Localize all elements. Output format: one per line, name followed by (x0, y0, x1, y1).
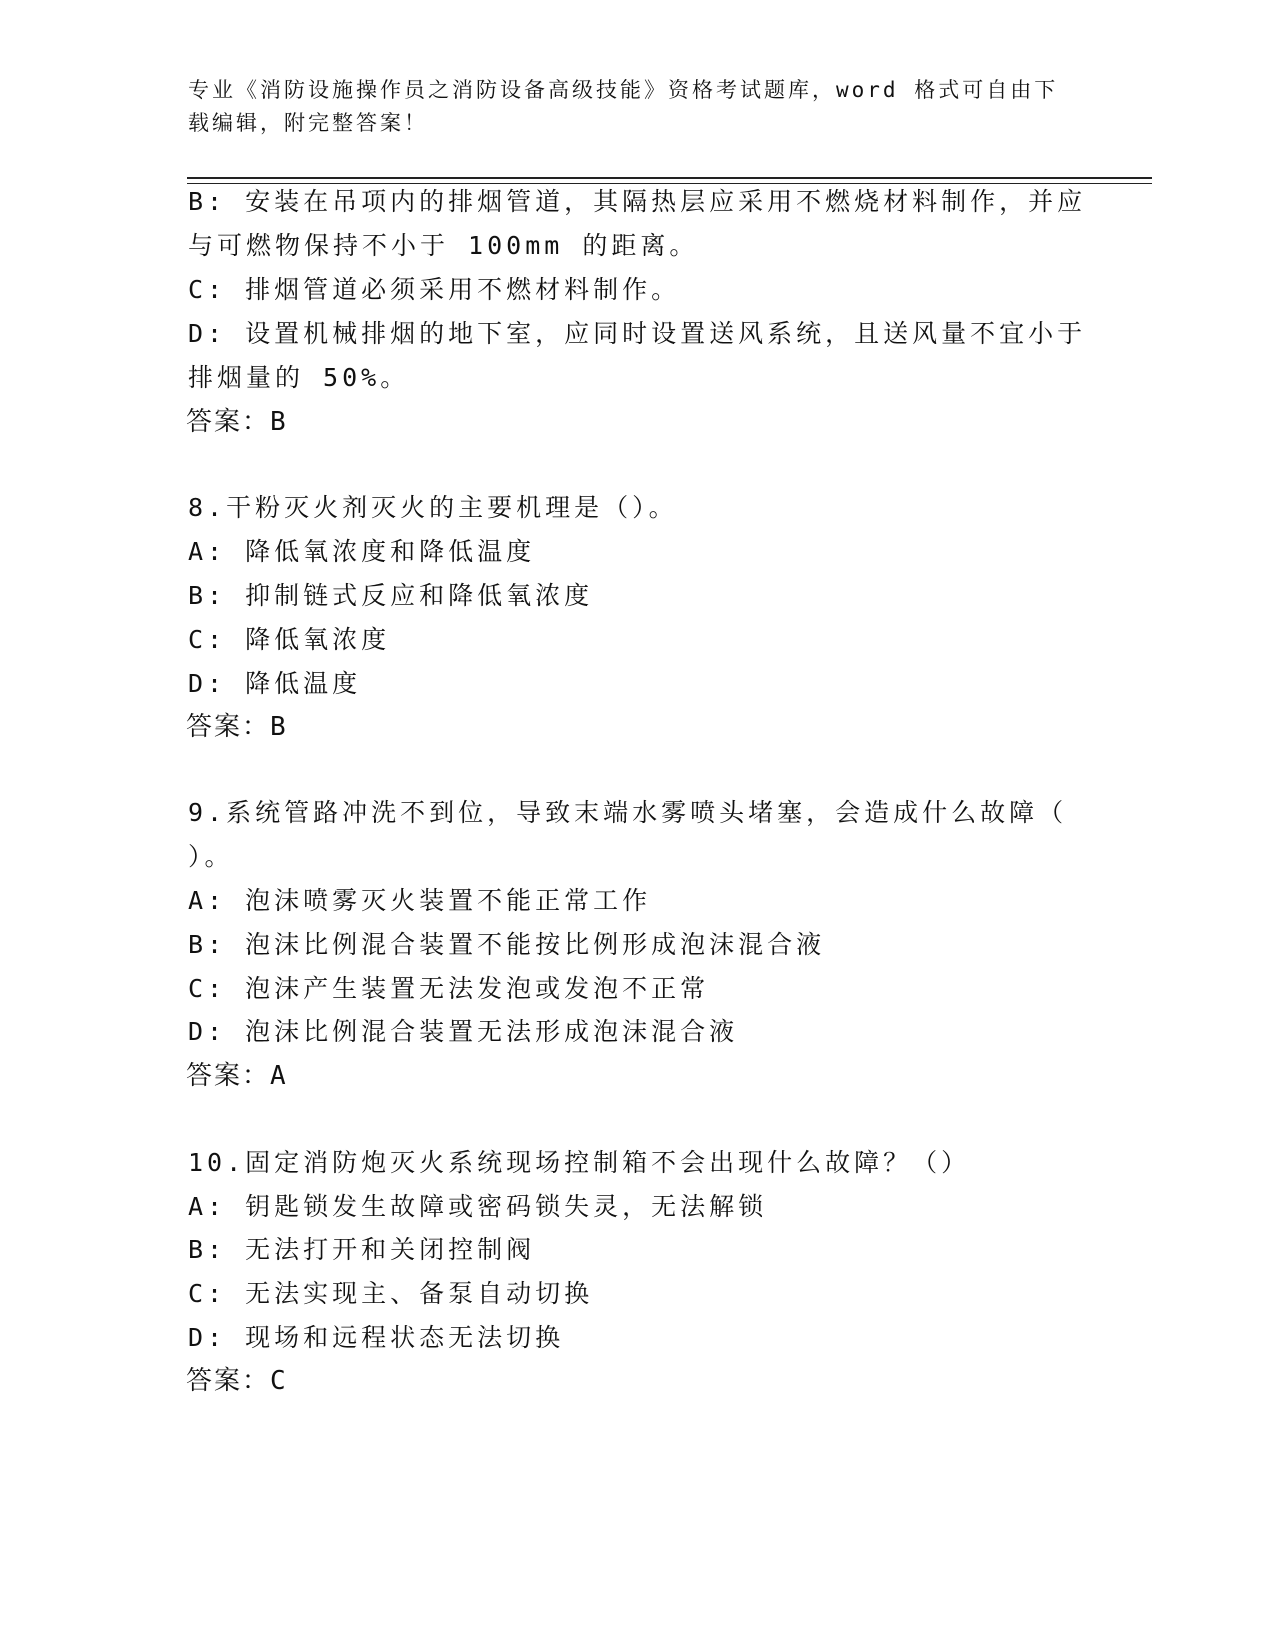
q10-answer: 答案：C (186, 1366, 288, 1396)
header-line-1: 专业《消防设施操作员之消防设备高级技能》资格考试题库，word 格式可自由下 (188, 78, 1059, 102)
q9-answer: 答案：A (186, 1061, 288, 1091)
q8-question: 8.干粉灭火剂灭火的主要机理是（）。 (188, 493, 678, 522)
q7-option-d-line-2: 排烟量的 50%。 (188, 363, 410, 392)
header-divider-thin (187, 183, 1152, 184)
q7-answer: 答案：B (186, 407, 288, 437)
q9-option-b: B: 泡沫比例混合装置不能按比例形成泡沫混合液 (188, 930, 826, 959)
document-header (188, 74, 1068, 140)
q10-option-c: C: 无法实现主、备泵自动切换 (188, 1279, 594, 1308)
q10-option-b: B: 无法打开和关闭控制阀 (188, 1235, 536, 1264)
q10-option-d: D: 现场和远程状态无法切换 (188, 1323, 565, 1352)
q7-option-b-line-2: 与可燃物保持不小于 100mm 的距离。 (188, 231, 699, 260)
header-divider-thick (187, 177, 1152, 179)
q10-question: 10.固定消防炮灭火系统现场控制箱不会出现什么故障？（） (188, 1148, 971, 1177)
q9-question-line-2: ）。 (188, 842, 234, 871)
q9-option-c: C: 泡沫产生装置无法发泡或发泡不正常 (188, 974, 710, 1003)
q9-option-a: A: 泡沫喷雾灭火装置不能正常工作 (188, 886, 652, 915)
q8-option-c: C: 降低氧浓度 (188, 625, 391, 654)
q7-option-c: C: 排烟管道必须采用不燃材料制作。 (188, 275, 681, 304)
q8-option-a: A: 降低氧浓度和降低温度 (188, 537, 536, 566)
q8-answer: 答案：B (186, 712, 288, 742)
q7-option-d-line-1: D: 设置机械排烟的地下室，应同时设置送风系统，且送风量不宜小于 (188, 319, 1087, 348)
q9-option-d: D: 泡沫比例混合装置无法形成泡沫混合液 (188, 1017, 739, 1046)
q8-option-d: D: 降低温度 (188, 669, 362, 698)
q7-option-b-line-1: B: 安装在吊项内的排烟管道，其隔热层应采用不燃烧材料制作，并应 (188, 187, 1087, 216)
q10-option-a: A: 钥匙锁发生故障或密码锁失灵，无法解锁 (188, 1192, 768, 1221)
q8-option-b: B: 抑制链式反应和降低氧浓度 (188, 581, 594, 610)
header-line-2: 载编辑，附完整答案！ (188, 111, 428, 135)
q9-question-line-1: 9.系统管路冲洗不到位，导致末端水雾喷头堵塞，会造成什么故障（ (188, 798, 1068, 827)
